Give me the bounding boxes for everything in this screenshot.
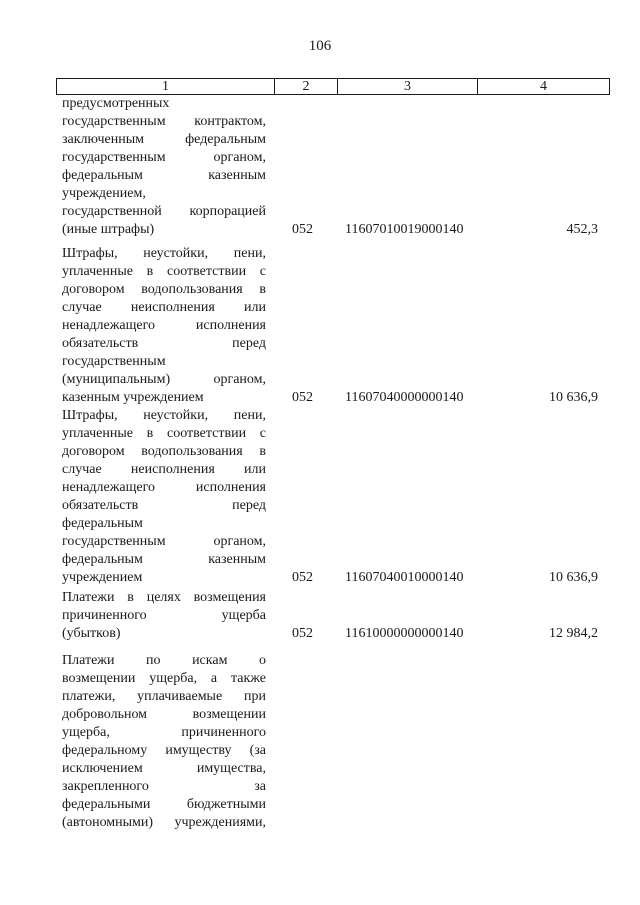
column-header-3: 3	[338, 79, 478, 94]
description-line: ущерба, причиненного	[62, 725, 266, 740]
description-line: Штрафы, неустойки, пени,	[62, 246, 266, 261]
description-line: Платежи в целях возмещения	[62, 590, 266, 605]
description-line: предусмотренных	[62, 96, 170, 111]
table-header	[56, 78, 610, 95]
row-code: 052	[292, 570, 313, 585]
row-description	[62, 652, 266, 832]
description-line: казенным учреждением	[62, 390, 204, 405]
description-line: учреждением	[62, 570, 143, 585]
description-line: федеральными бюджетными	[62, 797, 266, 812]
description-line: обязательств перед	[62, 498, 266, 513]
row-amount: 12 984,2	[549, 626, 598, 641]
description-line: государственной корпорацией	[62, 204, 266, 219]
description-line: Штрафы, неустойки, пени,	[62, 408, 266, 423]
description-line: ненадлежащего исполнения	[62, 318, 266, 333]
description-line: федеральным казенным	[62, 168, 266, 183]
description-line: учреждением,	[62, 186, 146, 201]
row-kbk: 11610000000000140	[345, 626, 464, 641]
description-line: федеральному имуществу (за	[62, 743, 266, 758]
row-description	[62, 407, 266, 587]
row-kbk: 11607040000000140	[345, 390, 464, 405]
row-amount: 452,3	[566, 222, 598, 237]
description-line: исключением имущества,	[62, 761, 266, 776]
description-line: закрепленного за	[62, 779, 266, 794]
description-line: ненадлежащего исполнения	[62, 480, 266, 495]
row-kbk: 11607010019000140	[345, 222, 464, 237]
row-code: 052	[292, 222, 313, 237]
row-amount: 10 636,9	[549, 570, 598, 585]
description-line: договором водопользования в	[62, 282, 266, 297]
row-description	[62, 245, 266, 407]
description-line: случае неисполнения или	[62, 462, 266, 477]
description-line: государственным контрактом,	[62, 114, 266, 129]
row-amount: 10 636,9	[549, 390, 598, 405]
row-description	[62, 95, 266, 239]
description-line: (убытков)	[62, 626, 121, 641]
row-description	[62, 589, 266, 643]
page-number: 106	[308, 38, 332, 54]
description-line: договором водопользования в	[62, 444, 266, 459]
description-line: обязательств перед	[62, 336, 266, 351]
row-kbk: 11607040010000140	[345, 570, 464, 585]
description-line: (автономными) учреждениями,	[62, 815, 266, 830]
description-line: возмещении ущерба, а также	[62, 671, 266, 686]
column-header-1: 1	[57, 79, 275, 94]
description-line: причиненного ущерба	[62, 608, 266, 623]
row-code: 052	[292, 626, 313, 641]
description-line: случае неисполнения или	[62, 300, 266, 315]
description-line: (муниципальным) органом,	[62, 372, 266, 387]
description-line: государственным органом,	[62, 534, 266, 549]
description-line: федеральным	[62, 516, 143, 531]
description-line: (иные штрафы)	[62, 222, 155, 237]
description-line: уплаченные в соответствии с	[62, 426, 266, 441]
column-header-2: 2	[275, 79, 338, 94]
description-line: добровольном возмещении	[62, 707, 266, 722]
description-line: государственным	[62, 354, 166, 369]
description-line: федеральным казенным	[62, 552, 266, 567]
description-line: уплаченные в соответствии с	[62, 264, 266, 279]
row-code: 052	[292, 390, 313, 405]
description-line: платежи, уплачиваемые при	[62, 689, 266, 704]
description-line: государственным органом,	[62, 150, 266, 165]
column-header-4: 4	[540, 79, 547, 94]
description-line: Платежи по искам о	[62, 653, 266, 668]
description-line: заключенным федеральным	[62, 132, 266, 147]
